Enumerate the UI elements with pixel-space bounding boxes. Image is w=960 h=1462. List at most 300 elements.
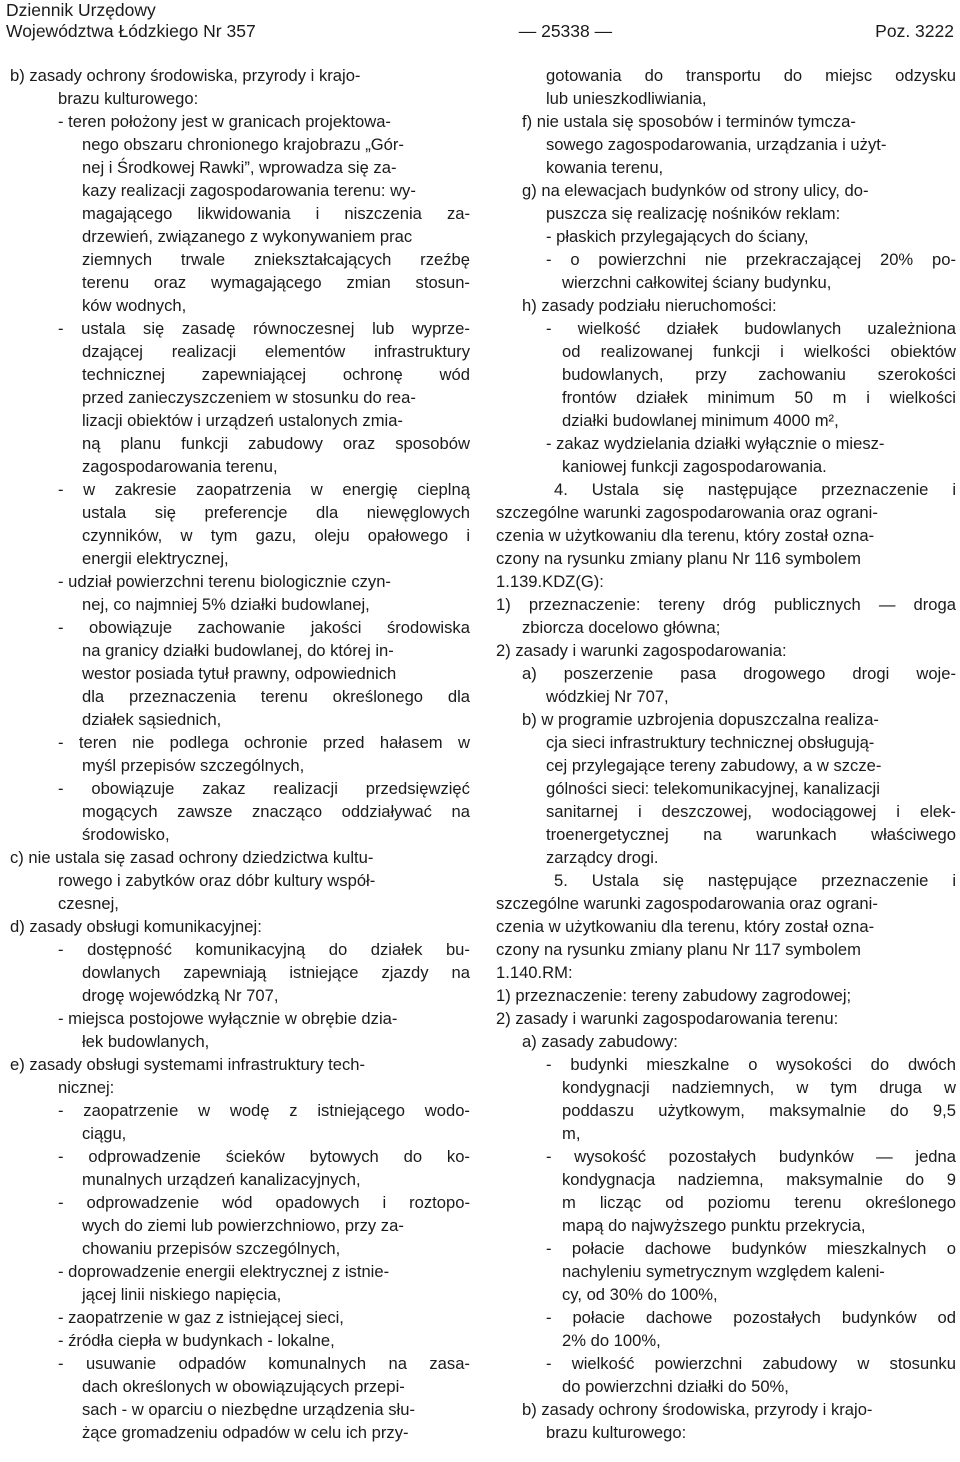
line-text: b) w programie uzbrojenia dopuszczalna realiza- xyxy=(522,710,879,729)
word: na xyxy=(451,802,470,821)
word: wymagającego xyxy=(210,273,322,292)
right-text-line xyxy=(496,409,956,432)
left-text-line xyxy=(10,708,470,731)
word: połacie xyxy=(571,1239,625,1258)
line-text: f) nie ustala się sposobów i terminów tymcza- xyxy=(522,112,856,131)
word: usuwanie xyxy=(85,1354,157,1373)
line-text: b) zasady ochrony środowiska, przyrody i krajo- xyxy=(522,1400,873,1419)
right-text-line xyxy=(496,1237,956,1260)
line-text: cy, od 30% do 100%, xyxy=(562,1285,718,1304)
left-text-line xyxy=(10,294,470,317)
word: realizowanej xyxy=(600,342,693,361)
word: i xyxy=(952,871,956,890)
right-text-line xyxy=(496,386,956,409)
line-text: jącej linii niskiego napięcia, xyxy=(82,1285,282,1304)
word: dowlanych xyxy=(82,963,161,982)
right-text-line xyxy=(496,225,956,248)
word: dostępność xyxy=(87,940,172,959)
line-text: szczególne warunki zagospodarowania oraz ograni- xyxy=(496,894,878,913)
word: mieszkalnych xyxy=(826,1239,927,1258)
left-text-line xyxy=(10,179,470,202)
word: dla xyxy=(82,687,105,706)
word: elementów xyxy=(265,342,346,361)
word: budynków xyxy=(731,1239,807,1258)
word: działek xyxy=(666,319,719,338)
line-text: zbiorcza docelowo główna; xyxy=(522,618,721,637)
word: — xyxy=(876,1147,893,1166)
left-text-line xyxy=(10,869,470,892)
left-text-line xyxy=(10,616,470,639)
right-text-line xyxy=(496,1145,956,1168)
word: infrastruktury xyxy=(374,342,470,361)
left-text-line xyxy=(10,1007,470,1030)
word: droga xyxy=(913,595,956,614)
word: nie xyxy=(704,250,728,269)
word: maksymalnie xyxy=(786,1170,884,1189)
word: wielkości xyxy=(889,388,956,407)
word: nadziemna, xyxy=(677,1170,764,1189)
word: dwóch xyxy=(907,1055,956,1074)
line-text: m, xyxy=(562,1124,581,1143)
right-text-line xyxy=(496,1375,956,1398)
word: - xyxy=(546,319,552,338)
word: obowiązuje xyxy=(89,618,173,637)
word: i xyxy=(382,1193,387,1212)
word: - xyxy=(58,733,64,752)
word: do xyxy=(870,1055,890,1074)
left-text-line xyxy=(10,1122,470,1145)
word: przedsięwzięć xyxy=(365,779,470,798)
word: magającego xyxy=(82,204,173,223)
word: jakości xyxy=(310,618,362,637)
word: zakaz xyxy=(202,779,246,798)
word: określonego xyxy=(865,1193,956,1212)
right-text-line xyxy=(496,1260,956,1283)
word: - xyxy=(546,1308,552,1327)
word: w xyxy=(458,733,470,752)
line-text: brazu kulturowego: xyxy=(546,1423,687,1442)
word: do xyxy=(783,66,803,85)
word: druga xyxy=(879,1078,922,1097)
word: ustala xyxy=(82,503,127,522)
line-text: wych do ziemi lub powierzchniowo, przy za- xyxy=(82,1216,404,1235)
line-text: dach określonych w obowiązujących przepi- xyxy=(82,1377,405,1396)
word: drogi xyxy=(852,664,890,683)
word: terenu xyxy=(794,1193,842,1212)
word: deszczowej, xyxy=(661,802,753,821)
line-text: wódzkiej Nr 707, xyxy=(546,687,669,706)
word: przy xyxy=(695,365,727,384)
word: wysokość xyxy=(574,1147,647,1166)
left-text-line xyxy=(10,1237,470,1260)
word: istniejące xyxy=(289,963,359,982)
word: budynki xyxy=(570,1055,628,1074)
word: działek xyxy=(370,940,423,959)
word: likwidowania xyxy=(197,204,291,223)
word: opadowych xyxy=(275,1193,360,1212)
word: na xyxy=(703,825,722,844)
right-text-line xyxy=(496,1099,956,1122)
word: do xyxy=(890,1101,909,1120)
line-text: nego obszaru chronionego krajobrazu „Gór- xyxy=(82,135,404,154)
word: odzysku xyxy=(895,66,956,85)
left-text-line xyxy=(10,156,470,179)
line-text: kazy realizacji zagospodarowania terenu: wy- xyxy=(82,181,416,200)
right-text-line xyxy=(496,639,956,662)
left-text-line xyxy=(10,1421,470,1444)
word: funkcji xyxy=(181,434,229,453)
left-text-line xyxy=(10,1398,470,1421)
word: ścieków xyxy=(225,1147,285,1166)
left-text-line xyxy=(10,248,470,271)
word: wód xyxy=(439,365,470,384)
word: - xyxy=(58,618,64,637)
word: mieszkalne xyxy=(646,1055,730,1074)
left-text-line xyxy=(10,1283,470,1306)
word: o xyxy=(748,1055,758,1074)
word: w xyxy=(943,1078,956,1097)
line-text: nachyleniu symetrycznym względem kaleni- xyxy=(562,1262,885,1281)
word: zawsze xyxy=(177,802,233,821)
word: poddaszu xyxy=(562,1101,634,1120)
word: mogących xyxy=(82,802,158,821)
word: zapewniają xyxy=(183,963,267,982)
word: do xyxy=(905,1170,925,1189)
word: z xyxy=(289,1101,298,1120)
line-text: westor posiada tytuł prawny, odpowiednich xyxy=(82,664,397,683)
line-text: zagospodarowania terenu, xyxy=(82,457,278,476)
word: od xyxy=(665,1193,684,1212)
left-text-line xyxy=(10,984,470,1007)
word: woje- xyxy=(916,664,956,683)
line-text: ków wodnych, xyxy=(82,296,187,315)
word: tereny xyxy=(658,595,705,614)
line-text: - teren położony jest w granicach projektowa- xyxy=(58,112,391,131)
right-text-line xyxy=(496,87,956,110)
line-text: - zakaz wydzielania działki wyłącznie o miesz- xyxy=(546,434,885,453)
word: 20% xyxy=(879,250,914,269)
left-text-line xyxy=(10,271,470,294)
line-text: czesnej, xyxy=(58,894,119,913)
right-text-line xyxy=(496,1053,956,1076)
word: przekraczającej xyxy=(745,250,862,269)
left-text-line xyxy=(10,1030,470,1053)
word: wyprze- xyxy=(411,319,470,338)
word: bytowych xyxy=(309,1147,379,1166)
word: o xyxy=(570,250,580,269)
line-text: działki budowlanej minimum 4000 m², xyxy=(562,411,839,430)
right-text-line xyxy=(496,156,956,179)
right-text-line xyxy=(496,1076,956,1099)
word: funkcji xyxy=(712,342,761,361)
line-text: - miejsca postojowe wyłącznie w obrębie dzia- xyxy=(58,1009,398,1028)
word: w xyxy=(198,1101,211,1120)
line-text: h) zasady podziału nieruchomości: xyxy=(522,296,777,315)
word: w xyxy=(857,1354,870,1373)
line-text: a) zasady zabudowy: xyxy=(522,1032,678,1051)
right-text-line xyxy=(496,248,956,271)
voivodeship-issue: Województwa Łódzkiego Nr 357 xyxy=(6,21,256,41)
word: zniekształcających xyxy=(253,250,392,269)
word: na xyxy=(451,963,470,982)
left-text-line xyxy=(10,133,470,156)
word: dla xyxy=(316,503,339,522)
word: terenu xyxy=(82,273,130,292)
word: w xyxy=(796,1078,809,1097)
line-text: 1.140.RM: xyxy=(496,963,573,982)
right-text-line xyxy=(496,1352,956,1375)
left-text-line xyxy=(10,1329,470,1352)
left-text-line xyxy=(10,1260,470,1283)
word: środowiska xyxy=(386,618,470,637)
word: w xyxy=(83,480,96,499)
word: oddziaływać xyxy=(341,802,432,821)
right-text-line xyxy=(496,777,956,800)
word: sanitarnej xyxy=(546,802,618,821)
word: wodę xyxy=(229,1101,270,1120)
word: budowlanych, xyxy=(562,365,664,384)
left-text-line xyxy=(10,777,470,800)
word: zmian xyxy=(346,273,391,292)
line-text: b) zasady ochrony środowiska, przyrody i krajo- xyxy=(10,66,361,85)
word: 50 xyxy=(794,388,813,407)
word: oraz xyxy=(153,273,187,292)
word: obiektów xyxy=(890,342,956,361)
word: się xyxy=(662,480,684,499)
right-text-line xyxy=(496,731,956,754)
word: dzającej xyxy=(82,342,143,361)
line-text: cej przylegające tereny zabudowy, a w szcze- xyxy=(546,756,882,775)
left-text-line xyxy=(10,524,470,547)
line-text: 2) zasady i warunki zagospodarowania terenu: xyxy=(496,1009,839,1028)
left-text-line xyxy=(10,1099,470,1122)
word: nadziemnych, xyxy=(671,1078,775,1097)
left-text-line xyxy=(10,64,470,87)
word: gotowania xyxy=(546,66,622,85)
word: zabudowy xyxy=(762,1354,838,1373)
right-text-line xyxy=(496,202,956,225)
word: niszczenia xyxy=(344,204,422,223)
word: terenu xyxy=(260,687,308,706)
left-text-line xyxy=(10,915,470,938)
word: - xyxy=(546,1354,552,1373)
word: realizacji xyxy=(171,342,237,361)
word: budynków xyxy=(841,1308,917,1327)
line-text: puszcza się realizację nośników reklam: xyxy=(546,204,841,223)
word: i xyxy=(466,526,470,545)
word: hałasem xyxy=(379,733,443,752)
word: w xyxy=(310,480,323,499)
left-text-line xyxy=(10,87,470,110)
right-text-line xyxy=(496,501,956,524)
word: 4. xyxy=(554,480,568,499)
right-text-line xyxy=(496,708,956,731)
word: ko- xyxy=(446,1147,470,1166)
left-text-line xyxy=(10,432,470,455)
left-text-line xyxy=(10,202,470,225)
word: - xyxy=(546,1147,552,1166)
word: określonego xyxy=(332,687,424,706)
word: o xyxy=(946,1239,956,1258)
line-text: - zaopatrzenie w gaz z istniejącej sieci, xyxy=(58,1308,344,1327)
right-text-line xyxy=(496,984,956,1007)
word: oleju xyxy=(314,526,350,545)
word: m xyxy=(562,1193,576,1212)
right-text-line xyxy=(496,478,956,501)
left-text-line xyxy=(10,225,470,248)
word: drogowego xyxy=(743,664,826,683)
line-text: - udział powierzchni terenu biologicznie czyn- xyxy=(58,572,391,591)
word: niewęglowych xyxy=(366,503,470,522)
right-text-line xyxy=(496,1398,956,1421)
line-text: wierzchni całkowitej ściany budynku, xyxy=(562,273,832,292)
word: za- xyxy=(446,204,470,223)
left-text-line xyxy=(10,1375,470,1398)
page-number: — 25338 — xyxy=(518,21,613,41)
right-text-line xyxy=(496,64,956,87)
word: — xyxy=(878,595,896,614)
word: i xyxy=(315,204,320,223)
word: teren xyxy=(78,733,117,752)
right-text-line xyxy=(496,1421,956,1444)
right-text-line xyxy=(496,1329,956,1352)
word: się xyxy=(154,503,176,522)
left-text-line xyxy=(10,662,470,685)
word: zaopatrzenie xyxy=(83,1101,179,1120)
left-text-line xyxy=(10,1076,470,1099)
right-text-line xyxy=(496,1007,956,1030)
word: - xyxy=(58,1354,64,1373)
right-text-line xyxy=(496,823,956,846)
left-text-line xyxy=(10,547,470,570)
line-text: sowego zagospodarowania, urządzania i użyt- xyxy=(546,135,887,154)
word: kondygnacji xyxy=(562,1078,650,1097)
position-number: Poz. 3222 xyxy=(875,21,954,41)
right-text-line xyxy=(496,1214,956,1237)
line-text: energii elektrycznej, xyxy=(82,549,229,568)
word: wysokości xyxy=(776,1055,852,1074)
word: dachowe xyxy=(645,1308,713,1327)
right-text-line xyxy=(496,1306,956,1329)
right-text-line xyxy=(496,800,956,823)
word: się xyxy=(143,319,165,338)
word: opałowego xyxy=(367,526,449,545)
line-text: ciągu, xyxy=(82,1124,127,1143)
right-text-line xyxy=(496,938,956,961)
word: budynków xyxy=(778,1147,854,1166)
word: ustala xyxy=(81,319,126,338)
word: i xyxy=(866,388,870,407)
right-text-line xyxy=(496,317,956,340)
word: zachowanie xyxy=(197,618,286,637)
word: ziemnych xyxy=(82,250,153,269)
word: do xyxy=(644,66,664,85)
word: istniejącego xyxy=(317,1101,405,1120)
left-text-line xyxy=(10,1053,470,1076)
right-text-line xyxy=(496,363,956,386)
left-text-line xyxy=(10,731,470,754)
word: - xyxy=(58,1193,64,1212)
line-text: d) zasady obsługi komunikacyjnej: xyxy=(10,917,262,936)
word: zapewniającej xyxy=(201,365,307,384)
left-column xyxy=(10,64,470,1444)
left-text-line xyxy=(10,409,470,432)
line-text: g) na elewacjach budynków od strony ulicy, do- xyxy=(522,181,869,200)
word: 1) xyxy=(496,595,511,614)
left-text-line xyxy=(10,501,470,524)
word: 5. xyxy=(554,871,568,890)
word: przeznaczenie xyxy=(821,480,929,499)
left-text-line xyxy=(10,317,470,340)
word: ną xyxy=(82,434,101,453)
word: od xyxy=(562,342,581,361)
word: warunkach xyxy=(756,825,837,844)
word: roztopo- xyxy=(409,1193,470,1212)
left-text-line xyxy=(10,455,470,478)
word: powierzchni xyxy=(598,250,687,269)
word: i xyxy=(637,802,642,821)
word: miejsc xyxy=(825,66,873,85)
word: publicznych xyxy=(774,595,861,614)
word: wód xyxy=(222,1193,253,1212)
right-text-line xyxy=(496,616,956,639)
line-text: brazu kulturowego: xyxy=(58,89,199,108)
word: do xyxy=(328,940,348,959)
right-text-line xyxy=(496,754,956,777)
line-text: zarządcy drogi. xyxy=(546,848,659,867)
word: gazu, xyxy=(255,526,297,545)
word: dla xyxy=(447,687,470,706)
header-row xyxy=(6,21,954,42)
left-text-line xyxy=(10,800,470,823)
word: maksymalnie xyxy=(769,1101,866,1120)
word: stosun- xyxy=(415,273,470,292)
right-text-line xyxy=(496,340,956,363)
word: przed xyxy=(323,733,365,752)
line-text: munalnych urządzeń kanalizacyjnych, xyxy=(82,1170,361,1189)
right-text-line xyxy=(496,961,956,984)
line-text: nej, co najmniej 5% działki budowlanej, xyxy=(82,595,370,614)
line-text: lub unieszkodliwiania, xyxy=(546,89,707,108)
right-text-line xyxy=(496,1283,956,1306)
word: dachowe xyxy=(644,1239,712,1258)
word: nie xyxy=(132,733,155,752)
word: - xyxy=(546,250,552,269)
word: zakresie xyxy=(114,480,177,499)
line-text: c) nie ustala się zasad ochrony dziedzictwa kultu- xyxy=(10,848,374,867)
left-text-line xyxy=(10,961,470,984)
word: - xyxy=(546,1239,552,1258)
line-text: nej i Środkowej Rawki”, wprowadza się za- xyxy=(82,158,397,177)
left-text-line xyxy=(10,478,470,501)
right-text-line xyxy=(496,570,956,593)
right-text-line xyxy=(496,892,956,915)
right-text-line xyxy=(496,294,956,317)
right-text-line xyxy=(496,846,956,869)
word: - xyxy=(58,1101,64,1120)
word: się xyxy=(662,871,684,890)
word: kondygnacja xyxy=(562,1170,656,1189)
word: odpadów xyxy=(178,1354,246,1373)
line-text: szczególne warunki zagospodarowania oraz ograni- xyxy=(496,503,878,522)
word: obowiązuje xyxy=(91,779,175,798)
left-text-line xyxy=(10,639,470,662)
right-text-line xyxy=(496,1122,956,1145)
word: frontów xyxy=(562,388,617,407)
word: poszerzenie xyxy=(563,664,654,683)
page-header xyxy=(6,0,954,44)
word: a) xyxy=(522,664,537,683)
